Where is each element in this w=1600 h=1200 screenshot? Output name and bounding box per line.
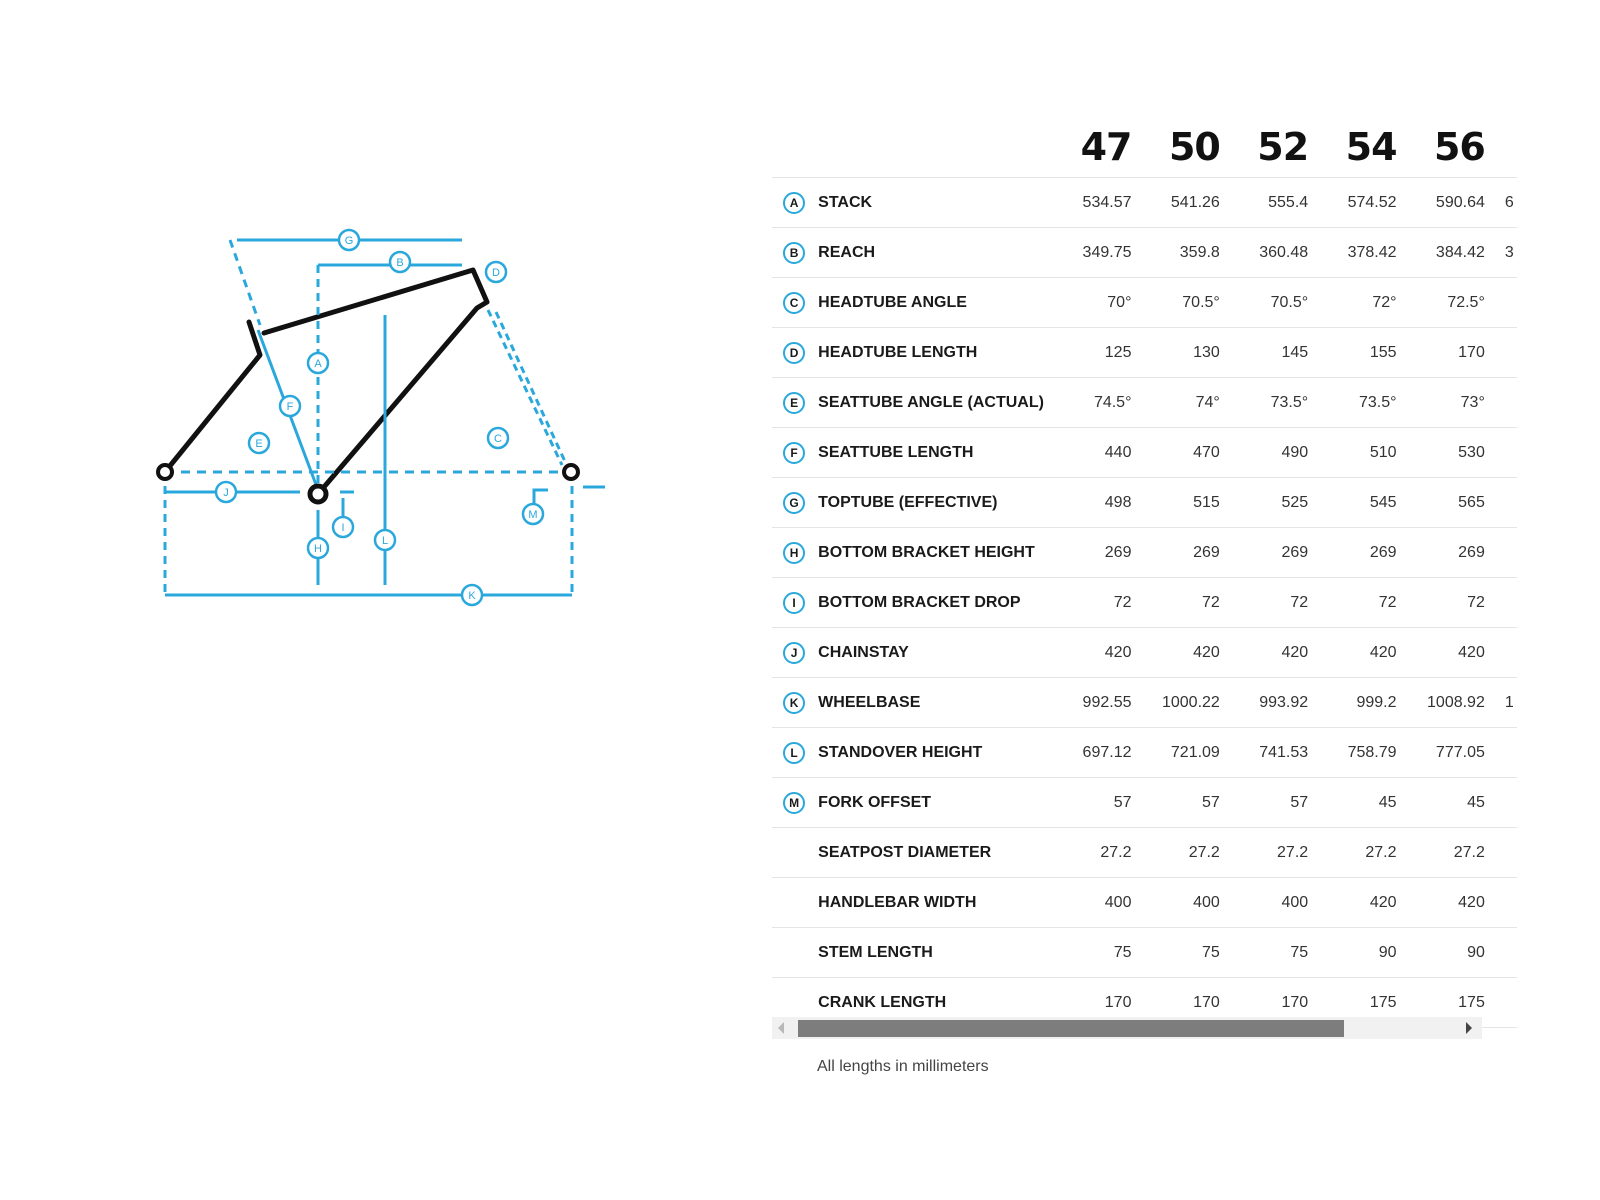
- value-cell: 27.2: [1145, 828, 1233, 878]
- table-row: [772, 378, 1517, 428]
- dimension-letter-badge: C: [783, 292, 805, 314]
- table-row: [772, 178, 1517, 228]
- row-label: WHEELBASE: [816, 678, 1057, 728]
- value-cell: 534.57: [1057, 178, 1145, 228]
- diagram-badge-label: J: [223, 487, 229, 499]
- dimension-letter-badge: D: [783, 342, 805, 364]
- value-cell: 360.48: [1234, 228, 1322, 278]
- dimension-letter-badge: L: [783, 742, 805, 764]
- dimension-letter-badge: I: [783, 592, 805, 614]
- value-cell: 384.42: [1411, 228, 1499, 278]
- value-cell: 541.26: [1145, 178, 1233, 228]
- row-label: HEADTUBE ANGLE: [816, 278, 1057, 328]
- diagram-badge-label: C: [494, 433, 502, 445]
- size-header: 47: [1057, 105, 1145, 178]
- value-cell: 721.09: [1145, 728, 1233, 778]
- clipped-value-cell: 6: [1499, 178, 1517, 228]
- value-cell: 574.52: [1322, 178, 1410, 228]
- value-cell: 349.75: [1057, 228, 1145, 278]
- value-cell: 530: [1411, 428, 1499, 478]
- diagram-badge-c: [488, 428, 508, 448]
- row-label: SEATTUBE ANGLE (ACTUAL): [816, 378, 1057, 428]
- diagram-badge-a: [308, 353, 328, 373]
- diagram-badge-label: E: [255, 438, 263, 450]
- table-row: [772, 478, 1517, 528]
- dimension-letter-badge: K: [783, 692, 805, 714]
- row-badge-cell: [772, 628, 816, 678]
- seatstay-tube: [165, 322, 263, 472]
- row-label: HEADTUBE LENGTH: [816, 328, 1057, 378]
- row-label: STEM LENGTH: [816, 928, 1057, 978]
- frame-geometry-diagram: [140, 205, 610, 615]
- value-cell: 72: [1057, 578, 1145, 628]
- table-row: [772, 528, 1517, 578]
- value-cell: 170: [1411, 328, 1499, 378]
- row-badge-cell: [772, 428, 816, 478]
- clipped-value-cell: [1499, 578, 1517, 628]
- value-cell: 75: [1145, 928, 1233, 978]
- row-badge-cell: [772, 828, 816, 878]
- size-header: 56: [1411, 105, 1499, 178]
- diagram-badge-e: [249, 433, 269, 453]
- value-cell: 269: [1234, 528, 1322, 578]
- clipped-value-cell: [1499, 478, 1517, 528]
- clipped-value-cell: [1499, 378, 1517, 428]
- row-badge-cell: [772, 678, 816, 728]
- diagram-badge-label: F: [286, 401, 294, 413]
- row-badge-cell: [772, 528, 816, 578]
- geometry-table-container[interactable]: [772, 105, 1514, 1045]
- diagram-badge-label: L: [381, 535, 389, 547]
- clipped-value-cell: [1499, 628, 1517, 678]
- value-cell: 999.2: [1322, 678, 1410, 728]
- row-badge-cell: [772, 728, 816, 778]
- value-cell: 73°: [1411, 378, 1499, 428]
- value-cell: 420: [1411, 628, 1499, 678]
- clipped-value-cell: [1499, 978, 1517, 1028]
- value-cell: 72: [1234, 578, 1322, 628]
- scrollbar-thumb[interactable]: [798, 1020, 1344, 1037]
- value-cell: 57: [1057, 778, 1145, 828]
- value-cell: 741.53: [1234, 728, 1322, 778]
- row-label: SEATPOST DIAMETER: [816, 828, 1057, 878]
- clipped-value-cell: [1499, 928, 1517, 978]
- value-cell: 269: [1411, 528, 1499, 578]
- bike-frame: [165, 270, 487, 494]
- horizontal-scrollbar[interactable]: [772, 1017, 1482, 1039]
- value-cell: 420: [1322, 878, 1410, 928]
- value-cell: 992.55: [1057, 678, 1145, 728]
- value-cell: 145: [1234, 328, 1322, 378]
- row-label: BOTTOM BRACKET HEIGHT: [816, 528, 1057, 578]
- value-cell: 175: [1411, 978, 1499, 1028]
- value-cell: 130: [1145, 328, 1233, 378]
- value-cell: 27.2: [1057, 828, 1145, 878]
- diagram-badge-k: [462, 585, 482, 605]
- value-cell: 269: [1145, 528, 1233, 578]
- diagram-badge-b: [390, 252, 410, 272]
- top-down-tube: [264, 270, 487, 494]
- row-badge-cell: [772, 878, 816, 928]
- diagram-badge-m: [523, 504, 543, 524]
- size-header-row: [772, 105, 1517, 178]
- value-cell: 73.5°: [1322, 378, 1410, 428]
- value-cell: 57: [1145, 778, 1233, 828]
- row-badge-cell: [772, 378, 816, 428]
- row-label: TOPTUBE (EFFECTIVE): [816, 478, 1057, 528]
- row-badge-cell: [772, 478, 816, 528]
- diagram-badge-label: M: [528, 509, 538, 521]
- clipped-value-cell: 3: [1499, 228, 1517, 278]
- value-cell: 72: [1322, 578, 1410, 628]
- row-label: CRANK LENGTH: [816, 978, 1057, 1028]
- table-row: [772, 878, 1517, 928]
- value-cell: 74.5°: [1057, 378, 1145, 428]
- dimension-letter-badge: J: [783, 642, 805, 664]
- clipped-value-cell: [1499, 328, 1517, 378]
- value-cell: 75: [1234, 928, 1322, 978]
- value-cell: 420: [1322, 628, 1410, 678]
- value-cell: 27.2: [1234, 828, 1322, 878]
- diagram-badge-label: A: [314, 358, 322, 370]
- diagram-badge-h: [308, 538, 328, 558]
- row-badge-cell: [772, 778, 816, 828]
- value-cell: 73.5°: [1234, 378, 1322, 428]
- clipped-value-cell: [1499, 878, 1517, 928]
- clipped-value-cell: 1: [1499, 678, 1517, 728]
- value-cell: 777.05: [1411, 728, 1499, 778]
- diagram-badge-label: I: [341, 522, 345, 534]
- value-cell: 27.2: [1322, 828, 1410, 878]
- row-label: BOTTOM BRACKET DROP: [816, 578, 1057, 628]
- diagram-badge-f: [280, 396, 300, 416]
- size-header: 52: [1234, 105, 1322, 178]
- table-row: [772, 678, 1517, 728]
- value-cell: 565: [1411, 478, 1499, 528]
- clipped-value-cell: [1499, 428, 1517, 478]
- value-cell: 175: [1322, 978, 1410, 1028]
- value-cell: 269: [1322, 528, 1410, 578]
- size-header: 50: [1145, 105, 1233, 178]
- dimension-badges: [216, 230, 543, 605]
- value-cell: 70.5°: [1234, 278, 1322, 328]
- geometry-table: [772, 105, 1517, 1028]
- row-label: STANDOVER HEIGHT: [816, 728, 1057, 778]
- diagram-badge-label: G: [344, 235, 354, 247]
- size-header: 54: [1322, 105, 1410, 178]
- value-cell: 545: [1322, 478, 1410, 528]
- clipped-value-cell: [1499, 278, 1517, 328]
- dimension-letter-badge: H: [783, 542, 805, 564]
- table-row: [772, 928, 1517, 978]
- value-cell: 359.8: [1145, 228, 1233, 278]
- value-cell: 72: [1145, 578, 1233, 628]
- value-cell: 420: [1234, 628, 1322, 678]
- value-cell: 440: [1057, 428, 1145, 478]
- value-cell: 758.79: [1322, 728, 1410, 778]
- value-cell: 1000.22: [1145, 678, 1233, 728]
- value-cell: 75: [1057, 928, 1145, 978]
- table-row: [772, 778, 1517, 828]
- value-cell: 72.5°: [1411, 278, 1499, 328]
- clipped-value-cell: [1499, 778, 1517, 828]
- scroll-left-arrow-icon[interactable]: [778, 1022, 784, 1034]
- value-cell: 45: [1411, 778, 1499, 828]
- value-cell: 155: [1322, 328, 1410, 378]
- dimension-letter-badge: E: [783, 392, 805, 414]
- diagram-badge-i: [333, 517, 353, 537]
- diagram-badge-g: [339, 230, 359, 250]
- value-cell: 72: [1411, 578, 1499, 628]
- value-cell: 125: [1057, 328, 1145, 378]
- units-footnote: All lengths in millimeters: [817, 1058, 989, 1075]
- value-cell: 498: [1057, 478, 1145, 528]
- row-label: STACK: [816, 178, 1057, 228]
- value-cell: 74°: [1145, 378, 1233, 428]
- diagram-badge-label: H: [314, 543, 322, 555]
- value-cell: 590.64: [1411, 178, 1499, 228]
- row-badge-cell: [772, 928, 816, 978]
- table-row: [772, 628, 1517, 678]
- row-label: CHAINSTAY: [816, 628, 1057, 678]
- diagram-badge-j: [216, 482, 236, 502]
- value-cell: 420: [1145, 628, 1233, 678]
- value-cell: 697.12: [1057, 728, 1145, 778]
- value-cell: 57: [1234, 778, 1322, 828]
- table-row: [772, 278, 1517, 328]
- value-cell: 269: [1057, 528, 1145, 578]
- clipped-value-cell: [1499, 528, 1517, 578]
- value-cell: 555.4: [1234, 178, 1322, 228]
- dimension-letter-badge: G: [783, 492, 805, 514]
- table-row: [772, 228, 1517, 278]
- clipped-value-cell: [1499, 728, 1517, 778]
- diagram-badge-l: [375, 530, 395, 550]
- value-cell: 400: [1057, 878, 1145, 928]
- diagram-badge-d: [486, 262, 506, 282]
- value-cell: 525: [1234, 478, 1322, 528]
- diagram-badge-label: B: [396, 257, 404, 269]
- row-label: HANDLEBAR WIDTH: [816, 878, 1057, 928]
- value-cell: 170: [1057, 978, 1145, 1028]
- dimension-letter-badge: A: [783, 192, 805, 214]
- table-row: [772, 728, 1517, 778]
- table-row: [772, 828, 1517, 878]
- value-cell: 510: [1322, 428, 1410, 478]
- value-cell: 420: [1057, 628, 1145, 678]
- row-label: SEATTUBE LENGTH: [816, 428, 1057, 478]
- diagram-badge-label: D: [492, 267, 500, 279]
- table-row: [772, 328, 1517, 378]
- table-row: [772, 428, 1517, 478]
- row-label: REACH: [816, 228, 1057, 278]
- value-cell: 70°: [1057, 278, 1145, 328]
- row-badge-cell: [772, 228, 816, 278]
- value-cell: 70.5°: [1145, 278, 1233, 328]
- value-cell: 420: [1411, 878, 1499, 928]
- row-badge-cell: [772, 578, 816, 628]
- row-badge-cell: [772, 278, 816, 328]
- value-cell: 400: [1145, 878, 1233, 928]
- value-cell: 45: [1322, 778, 1410, 828]
- clipped-value-cell: [1499, 828, 1517, 878]
- value-cell: 515: [1145, 478, 1233, 528]
- value-cell: 27.2: [1411, 828, 1499, 878]
- value-cell: 1008.92: [1411, 678, 1499, 728]
- table-row: [772, 578, 1517, 628]
- value-cell: 72°: [1322, 278, 1410, 328]
- dimension-letter-badge: F: [783, 442, 805, 464]
- dimension-letter-badge: B: [783, 242, 805, 264]
- scroll-right-arrow-icon[interactable]: [1466, 1022, 1472, 1034]
- value-cell: 470: [1145, 428, 1233, 478]
- value-cell: 490: [1234, 428, 1322, 478]
- value-cell: 90: [1411, 928, 1499, 978]
- row-badge-cell: [772, 328, 816, 378]
- value-cell: 400: [1234, 878, 1322, 928]
- value-cell: 993.92: [1234, 678, 1322, 728]
- dimension-letter-badge: M: [783, 792, 805, 814]
- value-cell: 378.42: [1322, 228, 1410, 278]
- value-cell: 170: [1234, 978, 1322, 1028]
- diagram-badge-label: K: [468, 590, 476, 602]
- value-cell: 170: [1145, 978, 1233, 1028]
- row-label: FORK OFFSET: [816, 778, 1057, 828]
- value-cell: 90: [1322, 928, 1410, 978]
- row-badge-cell: [772, 178, 816, 228]
